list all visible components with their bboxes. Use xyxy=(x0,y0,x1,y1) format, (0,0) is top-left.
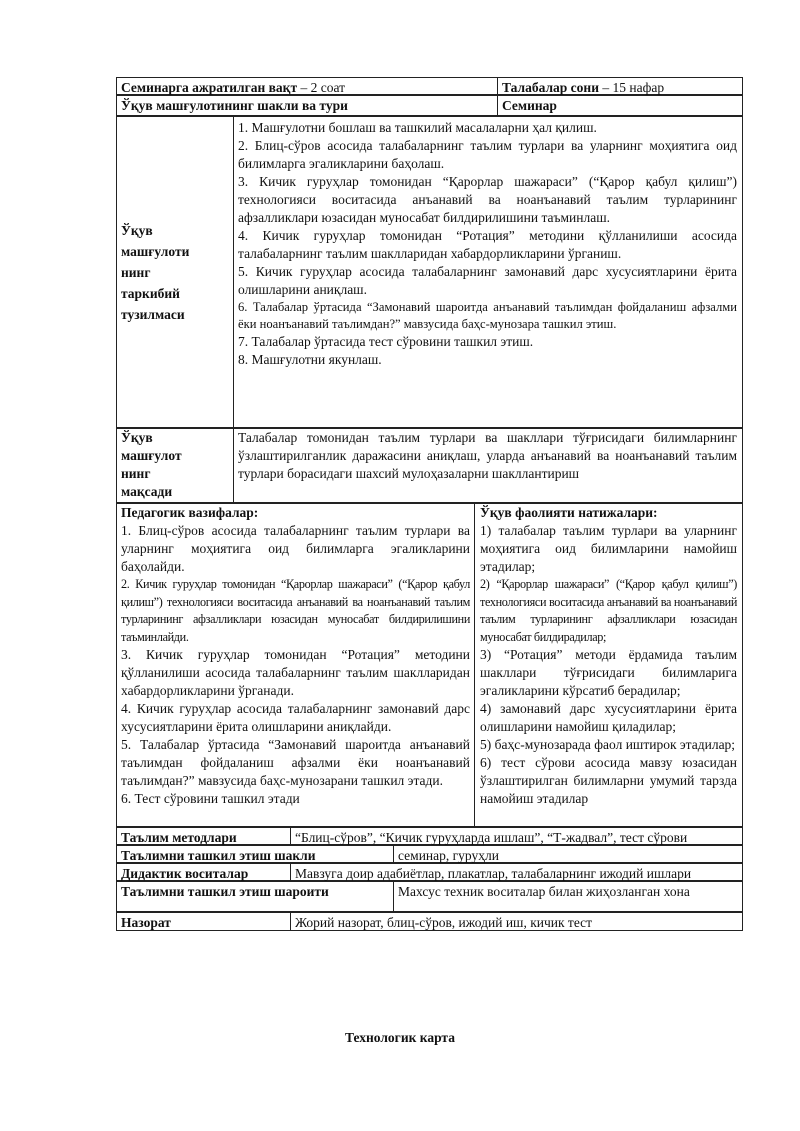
students-label: Талабалар сони xyxy=(502,80,599,95)
result-item: 6) тест сўрови асосида мавзу юзасидан ўзлаштирилган билимларни умумий тарзда намойиш этадилар xyxy=(480,755,737,806)
structure-item: 2. Блиц-сўров асосида талабаларнинг таълим турлари ва уларнинг моҳиятига оид билимларга эгаликларини баҳолаш. xyxy=(238,138,737,171)
structure-list xyxy=(233,117,742,427)
result-item: 5) баҳс-мунозарада фаол иштирок этадилар; xyxy=(480,737,736,752)
results-cell xyxy=(474,504,742,826)
tasks-cell xyxy=(117,504,474,826)
tasks-results-row xyxy=(116,503,743,827)
task-item: 3. Кичик гуруҳлар томонидан “Ротация” методини қўлланилиши асосида талабаларнинг таълим шаклларидан хабардорликларини ўрганади. xyxy=(121,647,470,698)
goal-label: Ўқув машғулот нинг мақсади xyxy=(121,430,182,499)
time-row xyxy=(116,77,743,95)
structure-label-cell xyxy=(117,117,233,427)
didactic-row xyxy=(116,863,743,881)
structure-item: 3. Кичик гуруҳлар томонидан “Қарорлар шажараси” (“Қарор қабул қилиш”) технологияси воситасида анъанавий ва ноанъанавий таълим турларининг афзалликлари юзасидан муносабат билдирилишини таъминлаш. xyxy=(238,174,737,225)
form-label: Ўқув машғулотининг шакли ва тури xyxy=(121,98,348,113)
control-value: Жорий назорат, блиц-сўров, ижодий иш, кичик тест xyxy=(290,913,742,930)
methods-row xyxy=(116,827,743,845)
task-item: 1. Блиц-сўров асосида талабаларнинг таълим турлари ва уларнинг моҳиятига оид билимларга эгаликларини баҳолайди. xyxy=(121,523,470,574)
didactic-value: Мавзуга доир адабиётлар, плакатлар, талабаларнинг ижодий ишлари xyxy=(290,864,742,880)
result-item: 3) “Ротация” методи ёрдамида таълим шакллари тўғрисидаги билимларига эгаликларини кўрсатиб берадилар; xyxy=(480,647,737,698)
conditions-row xyxy=(116,881,743,912)
structure-item: 8. Машғулотни якунлаш. xyxy=(238,352,382,367)
result-item: 4) замонавий дарс хусусиятларини ёрита олишларини намойиш қиладилар; xyxy=(480,701,737,734)
tasks-title: Педагогик вазифалар: xyxy=(121,505,259,520)
structure-item: 1. Машғулотни бошлаш ва ташкилий масалаларни ҳал қилиш. xyxy=(238,120,597,135)
task-item: 6. Тест сўровини ташкил этади xyxy=(121,791,300,806)
structure-row xyxy=(116,116,743,428)
structure-item: 7. Талабалар ўртасида тест сўровини ташкил этиш. xyxy=(238,334,534,349)
goal-text: Талабалар томонидан таълим турлари ва шакллари тўғрисидаги билимларнинг ўзлаштирилганлик даражасини аниқлаш, уларда анъанавий ва ноанъанавий таълим турлари борасидаги шахсий мулоҳазаларни шакллантириш xyxy=(233,429,742,502)
time-label: Семинарга ажратилган вақт xyxy=(121,80,298,95)
results-title: Ўқув фаолияти натижалари: xyxy=(480,505,658,520)
org-form-label: Таълимни ташкил этиш шакли xyxy=(121,848,316,863)
page-caption: Технологик карта xyxy=(345,1030,455,1045)
students-value: – 15 нафар xyxy=(599,80,665,95)
task-item: 5. Талабалар ўртасида “Замонавий шароитда анъанавий таълимдан фойдаланиш афзалми ёки ноанъанавий таълимдан?” мавзусида баҳс-мунозарани ташкил этади. xyxy=(121,737,470,788)
org-form-value: семинар, гуруҳли xyxy=(393,846,742,862)
structure-item: 4. Кичик гуруҳлар томонидан “Ротация” методини қўлланилиши асосида талабаларнинг таълим шаклларидан хабардорликларини ўрганиш. xyxy=(238,228,737,261)
structure-label: Ўқув машғулоти нинг таркибий тузилмаси xyxy=(121,222,190,322)
org-form-row xyxy=(116,845,743,863)
conditions-label: Таълимни ташкил этиш шароити xyxy=(121,884,329,899)
result-item: 2) “Қарорлар шажараси” (“Қарор қабул қилиш”) технологияси воситасида анъанавий ва ноанъанавий таълим турларининг афзалликлари юзасидан муносабат билдирадилар; xyxy=(480,577,737,644)
conditions-value: Махсус техник воситалар билан жиҳозланган хона xyxy=(393,882,742,911)
goal-label-cell xyxy=(117,429,233,502)
structure-item: 5. Кичик гуруҳлар асосида талабаларнинг замонавий дарс хусусиятларини ёрита олишларини аниқлаш. xyxy=(238,264,737,297)
control-row xyxy=(116,912,743,931)
form-value: Семинар xyxy=(497,96,742,115)
form-row xyxy=(116,95,743,116)
methods-value: “Блиц-сўров”, “Кичик гуруҳларда ишлаш”, “Т-жадвал”, тест сўрови xyxy=(290,828,742,844)
task-item: 2. Кичик гуруҳлар томонидан “Қарорлар шажараси” (“Қарор қабул қилиш”) технологияси воситасида анъанавий ва ноанъанавий таълим турларининг афзалликлари юзасидан муносабат билдирилишини таъминлайди. xyxy=(121,577,470,644)
structure-item: 6. Талабалар ўртасида “Замонавий шароитда анъанавий таълимдан фойдаланиш афзалми ёки ноанъанавий таълимдан?” мавзусида баҳс-мунозара ташкил этиш. xyxy=(238,300,737,331)
methods-label: Таълим методлари xyxy=(121,830,237,845)
time-value: – 2 соат xyxy=(297,80,346,95)
task-item: 4. Кичик гуруҳлар асосида талабаларнинг замонавий дарс хусусиятларини ёрита олишларини аниқлайди. xyxy=(121,701,470,734)
control-label: Назорат xyxy=(121,915,171,930)
time-cell xyxy=(117,78,497,94)
students-cell xyxy=(497,78,742,94)
result-item: 1) талабалар таълим турлари ва уларнинг моҳиятига оид билимларини намойиш этадилар; xyxy=(480,523,737,574)
didactic-label: Дидактик воситалар xyxy=(121,866,249,881)
goal-row xyxy=(116,428,743,503)
